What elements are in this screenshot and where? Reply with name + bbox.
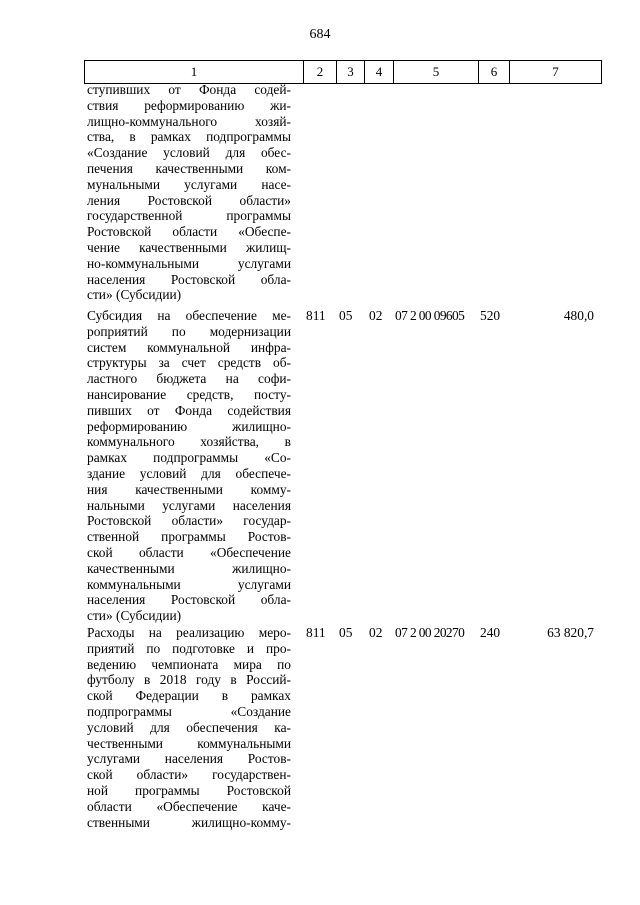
description-line: подпрограммы «Создание [87,703,291,719]
description-line: «Создание условий для обес- [87,145,291,161]
description-line: ления Ростовской области» [87,192,291,208]
description-line: рамках подпрограммы «Со- [87,450,291,466]
description-line: ступивших от Фонда содей- [87,82,291,97]
description-line: ской Федерации в рамках [87,688,291,704]
description-line: ственными жилищно-комму- [87,814,291,830]
description-line: ведению чемпионата мира по [87,656,291,672]
description-line: Расходы на реализацию меро- [87,625,291,640]
page-number: 684 [309,27,331,42]
description-line: качественными жилищно- [87,560,291,576]
row-description [87,308,291,624]
description-line: пивших от Фонда содействия [87,402,291,418]
description-line: условий для обеспечения ка- [87,719,291,735]
description-line: лищно-коммунального хозяй- [87,113,291,129]
description-line: населения Ростовской обла- [87,592,291,608]
description-line: населения Ростовской обла- [87,271,291,287]
description-line: ластного бюджета на софи- [87,371,291,387]
description-line: области «Обеспечение каче- [87,798,291,814]
description-line: Ростовской области» государ- [87,513,291,529]
cell-col-7: 63 820,7 [547,625,594,640]
cell-col-6: 520 [480,308,501,323]
header-col-5: 5 [432,64,440,79]
description-line: сти» (Субсидии) [87,287,182,303]
description-line: ствия реформированию жи- [87,97,291,113]
description-line: роприятий по модернизации [87,323,291,339]
description-line: коммунальными услугами [87,576,291,592]
description-line: мунальными услугами насе- [87,176,291,192]
cell-col-3: 05 [339,308,353,323]
cell-col-7: 480,0 [563,308,594,323]
description-line: сти» (Субсидии) [87,608,182,624]
description-line: здание условий для обеспече- [87,465,291,481]
description-line: реформированию жилищно- [87,418,291,434]
description-line: ной программы Ростовской [87,782,291,798]
description-line: услугами населения Ростов- [87,751,291,767]
cell-col-5: 07 2 00 20270 [395,625,465,640]
header-col-4: 4 [375,64,383,79]
header-col-3: 3 [347,64,354,79]
description-line: ственной программы Ростов- [87,529,291,545]
description-line: ской области» государствен- [87,767,291,783]
description-line: ния качественными комму- [87,481,291,497]
cell-col-2: 811 [306,625,326,640]
header-col-6: 6 [490,64,498,79]
cell-col-3: 05 [339,625,353,640]
description-line: нальными услугами населения [87,497,291,513]
description-line: Ростовской области «Обеспе- [87,224,291,240]
description-line: но-коммунальными услугами [87,255,291,271]
description-line: ства, в рамках подпрограммы [87,129,291,145]
description-line: приятий по подготовке и про- [87,640,291,656]
row-description [87,625,291,830]
description-line: структуры за счет средств об- [87,355,291,371]
row-description [87,82,291,303]
description-line: нансирование средств, посту- [87,386,291,402]
header-col-2: 2 [316,64,324,79]
description-line: чение качественными жилищ- [87,239,291,255]
cell-col-2: 811 [306,308,326,323]
description-line: ской области «Обеспечение [87,544,291,560]
header-col-1: 1 [190,64,198,79]
description-line: государственной программы [87,208,291,224]
description-line: печения качественными ком- [87,160,291,176]
description-line: Субсидия на обеспечение ме- [87,308,291,323]
cell-col-4: 02 [369,625,383,640]
cell-col-4: 02 [369,308,383,323]
cell-col-5: 07 2 00 09605 [395,308,465,323]
description-line: футболу в 2018 году в Россий- [87,672,291,688]
header-col-7: 7 [552,64,559,79]
cell-col-6: 240 [480,625,501,640]
description-line: чественными коммунальными [87,735,291,751]
table-header [84,60,602,84]
description-line: систем коммунальной инфра- [87,339,291,355]
description-line: коммунального хозяйства, в [87,434,291,450]
